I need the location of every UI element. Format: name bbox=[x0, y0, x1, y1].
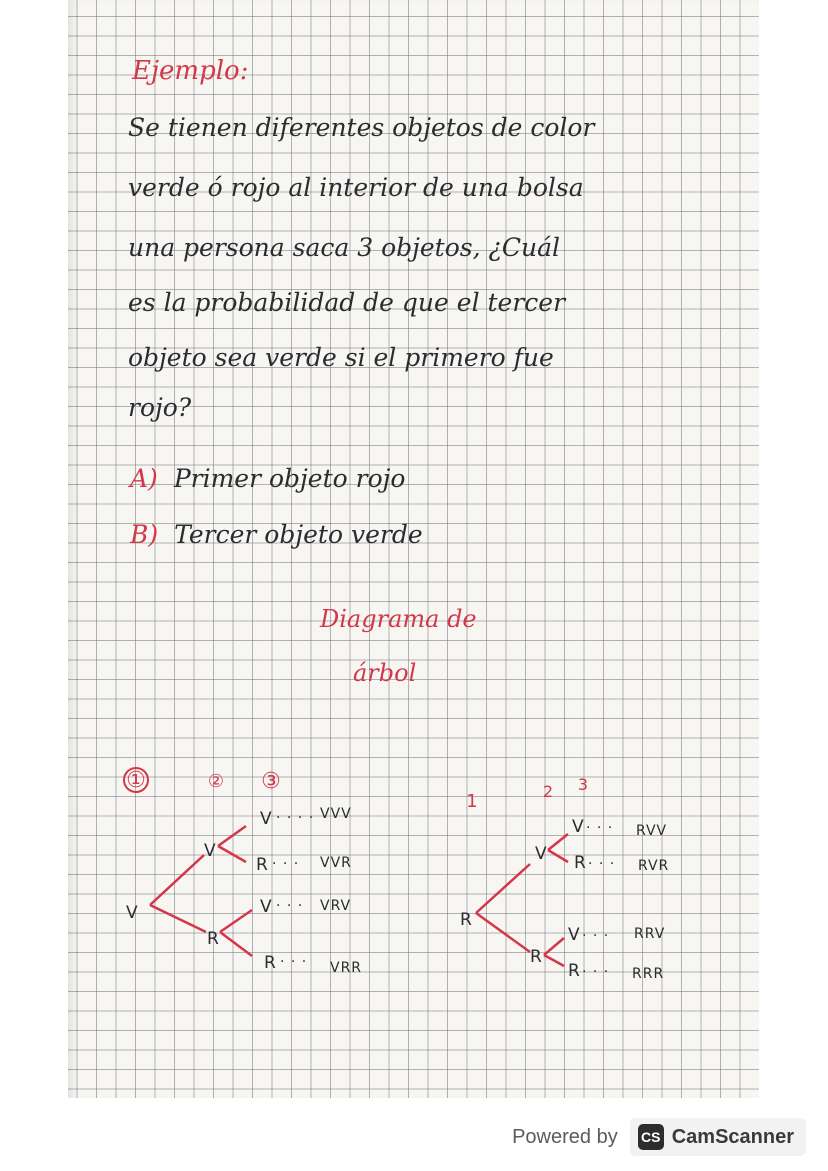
outcome-4: VRR bbox=[330, 960, 363, 976]
camscanner-badge[interactable] bbox=[630, 1118, 806, 1156]
branch-rr-r bbox=[544, 955, 564, 966]
node-level2-v: V bbox=[204, 841, 216, 861]
branch-v-r bbox=[150, 905, 206, 932]
outcome-3: VRV bbox=[320, 898, 352, 914]
notebook-page bbox=[68, 0, 759, 1098]
tree-right bbox=[460, 775, 669, 982]
option-a-letter: A) bbox=[130, 464, 158, 493]
branch-v-v bbox=[150, 855, 204, 905]
tree-diagrams bbox=[68, 0, 759, 1098]
dots-4: · · · bbox=[582, 964, 610, 980]
camscanner-logo-icon: CS bbox=[638, 1124, 664, 1150]
branch-vv-r bbox=[218, 846, 246, 862]
outcome-4: RRR bbox=[632, 966, 665, 982]
level-3-marker: ③ bbox=[261, 769, 281, 794]
node-level2-r: R bbox=[207, 929, 219, 949]
option-b-text: Tercer objeto verde bbox=[174, 520, 423, 549]
outcome-2: VVR bbox=[320, 855, 352, 871]
branch-vr-r bbox=[220, 932, 252, 956]
node-level3-4: R bbox=[568, 961, 580, 981]
dots-3: · · · bbox=[582, 928, 610, 944]
branch-rr-v bbox=[544, 938, 564, 955]
diagram-title-line-1: Diagrama de bbox=[320, 605, 477, 633]
option-b-letter: B) bbox=[130, 520, 159, 549]
diagram-title-line-2: árbol bbox=[353, 659, 417, 687]
outcome-3: RRV bbox=[634, 926, 666, 942]
node-level3-3: V bbox=[568, 925, 580, 945]
level-1-marker: 1 bbox=[466, 791, 478, 812]
root-node: R bbox=[460, 910, 472, 930]
branch-vv-v bbox=[218, 826, 246, 846]
branch-r-r bbox=[476, 913, 530, 952]
level-3-marker: 3 bbox=[577, 775, 589, 794]
problem-line-4: es la probabilidad de que el tercer bbox=[128, 288, 566, 317]
outcome-1: RVV bbox=[636, 823, 668, 839]
problem-line-2: verde ó rojo al interior de una bolsa bbox=[128, 173, 584, 202]
node-level3-2: R bbox=[256, 855, 268, 875]
level-2-marker: ② bbox=[207, 771, 225, 792]
node-level3-1: V bbox=[572, 817, 584, 837]
level-2-marker: 2 bbox=[542, 782, 554, 801]
problem-line-6: rojo? bbox=[128, 393, 192, 422]
node-level3-3: V bbox=[260, 897, 272, 917]
dots-2: · · · bbox=[272, 856, 300, 872]
node-level2-r: R bbox=[530, 947, 542, 967]
branch-rv-r bbox=[548, 850, 568, 862]
node-level3-4: R bbox=[264, 953, 276, 973]
powered-by-text: Powered by bbox=[512, 1125, 618, 1148]
node-level3-1: V bbox=[260, 809, 272, 829]
dots-1: · · · · bbox=[276, 810, 315, 826]
example-title: Ejemplo: bbox=[132, 56, 249, 86]
outcome-1: VVV bbox=[320, 806, 352, 822]
dots-4: · · · bbox=[280, 954, 308, 970]
camscanner-brand: CamScanner bbox=[671, 1125, 794, 1148]
root-node: V bbox=[126, 903, 138, 923]
dots-1: · · · bbox=[586, 820, 614, 836]
problem-line-1: Se tienen diferentes objetos de color bbox=[128, 113, 595, 142]
branch-vr-v bbox=[220, 910, 252, 932]
dots-3: · · · bbox=[276, 898, 304, 914]
outcome-2: RVR bbox=[638, 858, 670, 874]
camscanner-footer bbox=[512, 1116, 806, 1158]
branch-r-v bbox=[476, 864, 530, 913]
option-a-text: Primer objeto rojo bbox=[173, 464, 406, 493]
branch-rv-v bbox=[548, 834, 568, 850]
problem-line-3: una persona saca 3 objetos, ¿Cuál bbox=[128, 233, 561, 262]
problem-line-5: objeto sea verde si el primero fue bbox=[128, 343, 554, 372]
node-level2-v: V bbox=[535, 844, 547, 864]
dots-2: · · · bbox=[588, 856, 616, 872]
node-level3-2: R bbox=[574, 853, 586, 873]
tree-left bbox=[124, 768, 362, 976]
level-1-marker: ① bbox=[126, 768, 146, 793]
